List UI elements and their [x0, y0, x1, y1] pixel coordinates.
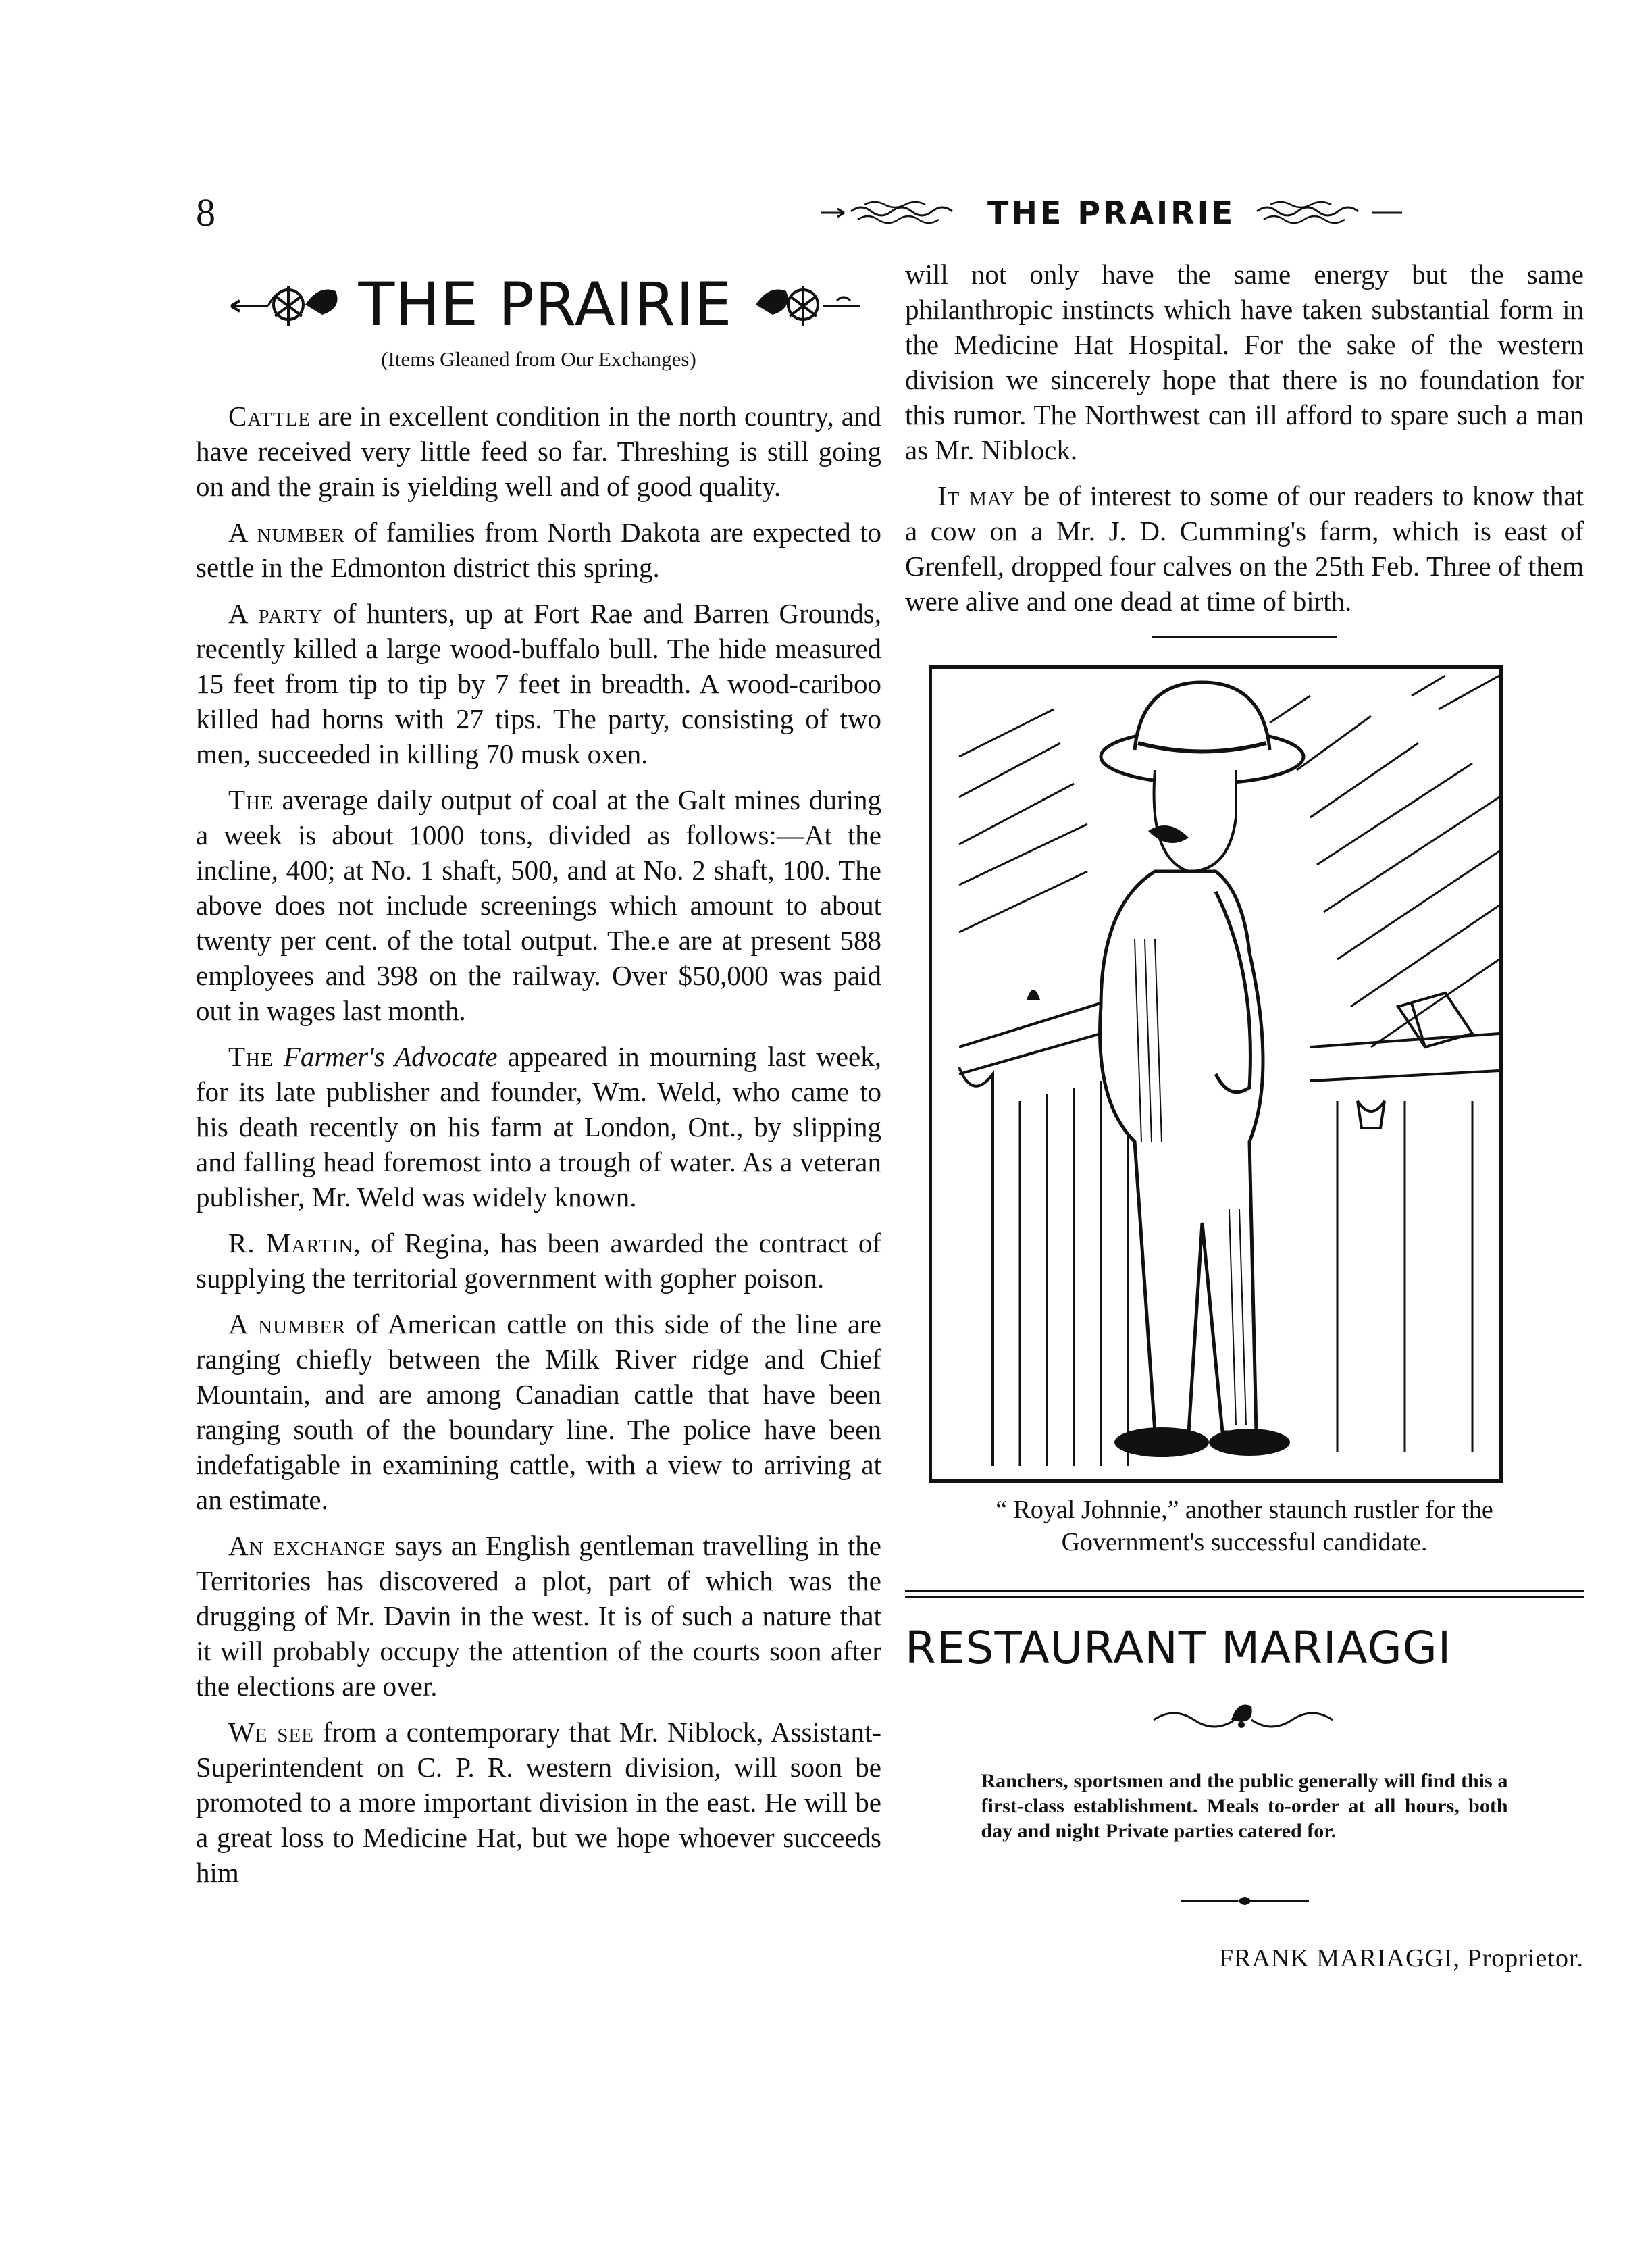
- running-title-text: THE PRAIRIE: [987, 195, 1236, 231]
- item-lead: An exchange: [228, 1530, 386, 1561]
- restaurant-proprietor: FRANK MARIAGGI, Proprietor.: [1219, 1944, 1584, 1973]
- item-lead: The: [228, 1041, 274, 1072]
- item-text: , of Regina, has been awarded the contract of supplying the territorial government with gopher poison.: [196, 1227, 881, 1294]
- page-number: 8: [196, 190, 215, 234]
- item-text: from a contemporary that Mr. Niblock, Assistant-Superintendent on C. P. R. western division, will soon be promoted to a more important division in the east. He will be a great loss to Medicine Hat, but we hope whoever succeeds him: [196, 1717, 881, 1888]
- masthead-title: THE PRAIRIE: [358, 269, 733, 339]
- item-text: of hunters, up at Fort Rae and Barren Grounds, recently killed a large wood-buffalo bull. The hide measured 15 feet from tip to tip by 7 feet in breadth. A wood-cariboo killed had horns with 27 tips. The party, consisting of two men, succeeded in killing 70 musk oxen.: [196, 598, 881, 769]
- cartoon-drawing: [932, 669, 1503, 1483]
- cartoon-caption: [905, 1494, 1584, 1558]
- cartoon-illustration: [929, 665, 1503, 1483]
- continued-item: will not only have the same energy but the same philanthropic instincts which have taken substantial form in the Medicine Hat Hospital. For the sake of the western division we sincerely hope that there is no foundation for this rumor. The Northwest can ill afford to spare such a man as Mr. Niblock.: [905, 259, 1584, 465]
- masthead-right-ornament-icon: [742, 272, 864, 336]
- news-item: [196, 1528, 881, 1704]
- item-lead: A party: [228, 598, 324, 629]
- news-item: [905, 478, 1584, 619]
- caption-line-1: “ Royal Johnnie,” another staunch rustler for the: [996, 1496, 1493, 1524]
- ad-small-ornament-icon: [905, 1891, 1584, 1911]
- double-divider: [905, 1590, 1584, 1598]
- running-title: [817, 189, 1425, 236]
- caption-line-2: Government's successful candidate.: [1061, 1528, 1428, 1556]
- right-column: [905, 257, 1584, 1973]
- masthead: [209, 263, 881, 345]
- item-lead: The: [228, 784, 274, 815]
- item-lead: A number: [228, 517, 345, 548]
- item-lead: A number: [228, 1309, 346, 1340]
- divider: [1152, 636, 1337, 638]
- right-flourish-icon: [1250, 198, 1405, 228]
- restaurant-ad-title: RESTAURANT MARIAGGI: [905, 1622, 1452, 1674]
- item-text: be of interest to some of our readers to know that a cow on a Mr. J. D. Cumming's farm, which is east of Grenfell, dropped four calves on the 25th Feb. Three of them were alive and one dead at time of birth.: [905, 480, 1584, 617]
- news-item: [196, 399, 881, 504]
- item-text: are in excellent condition in the north country, and have received very little feed so far. Threshing is still going on and the grain is yielding well and of good quality.: [196, 401, 881, 502]
- news-item: [196, 515, 881, 585]
- news-item: [196, 596, 881, 771]
- item-lead: R. Martin: [228, 1227, 354, 1259]
- running-head: [196, 189, 1594, 236]
- item-lead: It may: [937, 480, 1015, 511]
- news-item: [196, 782, 881, 1028]
- item-text: of American cattle on this side of the line are ranging chiefly between the Milk River ridge and Chief Mountain, and are among Canadian cattle that have been ranging south of the boundary line. The police have been indefatigable in examining cattle, with a view to arriving at an estimate.: [196, 1309, 881, 1515]
- left-column: [196, 263, 881, 1901]
- news-item: [196, 1039, 881, 1215]
- item-text: average daily output of coal at the Galt mines during a week is about 1000 tons, divided as follows:—At the incline, 400; at No. 1 shaft, 500, and at No. 2 shaft, 100. The above does not include screenings which amount to about twenty per cent. of the total output. The.e are at present 588 employees and 398 on the railway. Over $50,000 was paid out in wages last month.: [196, 784, 881, 1026]
- item-text: says an English gentleman travelling in the Territories has discovered a plot, part of which was the drugging of Mr. Davin in the west. It is of such a nature that it will probably occupy the attention of the courts soon after the elections are over.: [196, 1530, 881, 1702]
- masthead-subtitle: (Items Gleaned from Our Exchanges): [381, 347, 696, 371]
- item-lead: We see: [228, 1717, 314, 1748]
- item-lead: Cattle: [228, 401, 311, 432]
- item-text: of families from North Dakota are expected to settle in the Edmonton district this spring.: [196, 517, 881, 583]
- ad-ornament-icon: [905, 1701, 1584, 1735]
- restaurant-ad-body: Ranchers, sportsmen and the public generally will find this a first-class establishment. Meals to-order at all hours, both day and night Private parties catered for.: [981, 1770, 1508, 1842]
- news-item: [196, 1306, 881, 1517]
- item-text: appeared in mourning last week, for its late publisher and founder, Wm. Weld, who came to his death recently on his farm at London, Ont., by slipping and falling head foremost into a trough of water. As a veteran publisher, Mr. Weld was widely known.: [196, 1041, 881, 1213]
- item-italic-title: Farmer's Advocate: [283, 1041, 498, 1072]
- news-item: [196, 1225, 881, 1296]
- masthead-left-ornament-icon: [228, 272, 349, 336]
- news-item: [196, 1714, 881, 1890]
- left-flourish-icon: [817, 198, 973, 228]
